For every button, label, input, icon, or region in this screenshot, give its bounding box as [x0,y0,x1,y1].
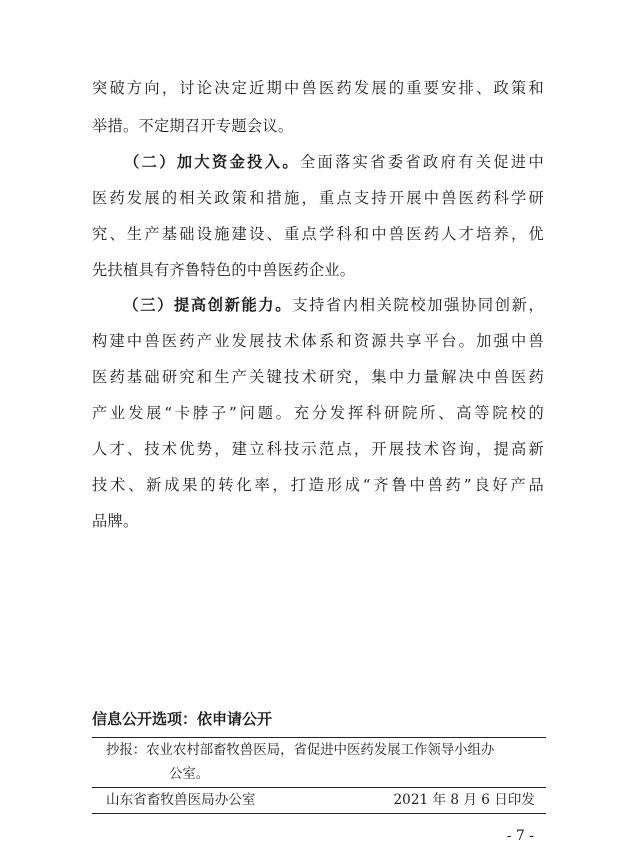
divider-top [92,737,546,738]
issuing-office: 山东省畜牧兽医局办公室 [106,792,256,808]
body-line: 究、生产基础设施建设、重点学科和中兽医药人才培养，优 [92,225,544,243]
body-line: 医药基础研究和生产关键技术研究，集中力量解决中兽医药 [92,368,544,386]
body-line: 构建中兽医药产业发展技术体系和资源共享平台。加强中兽 [92,332,544,350]
divider-bottom [92,813,546,814]
section-2-first-line [92,147,544,177]
body-line: 产业发展“卡脖子”问题。充分发挥科研院所、高等院校的 [92,404,544,422]
print-date: 2021 年 8 月 6 日印发 [393,792,535,808]
body-line: 技术、新成果的转化率，打造形成“齐鲁中兽药”良好产品 [92,476,544,494]
page-number: - 7 - [506,828,534,844]
body-line: 先扶植具有齐鲁特色的中兽医药企业。 [92,261,356,279]
cc-line: 抄报：农业农村部畜牧兽医局，省促进中医药发展工作领导小组办 [106,743,495,758]
section-2-heading: （二）加大资金投入。 [122,153,300,171]
body-line: 举措。不定期召开专题会议。 [92,117,294,135]
section-2-text: 全面落实省委省政府有关促进中 [299,153,545,171]
body-line: 人才、技术优势，建立科技示范点，开展技术咨询，提高新 [92,440,544,458]
body-line: 突破方向，讨论决定近期中兽医药发展的重要安排、政策和 [92,79,544,97]
section-3-text: 支持省内相关院校加强协同创新， [292,296,545,314]
cc-line: 公室。 [169,767,210,782]
cc-recipients [106,739,536,787]
section-3-heading: （三）提高创新能力。 [122,296,293,314]
body-line: 医药发展的相关政策和措施，重点支持开展中兽医药科学研 [92,189,544,207]
section-3-first-line [92,290,544,320]
body-line: 品牌。 [92,512,139,530]
disclosure-option: 信息公开选项：依申请公开 [92,710,273,728]
